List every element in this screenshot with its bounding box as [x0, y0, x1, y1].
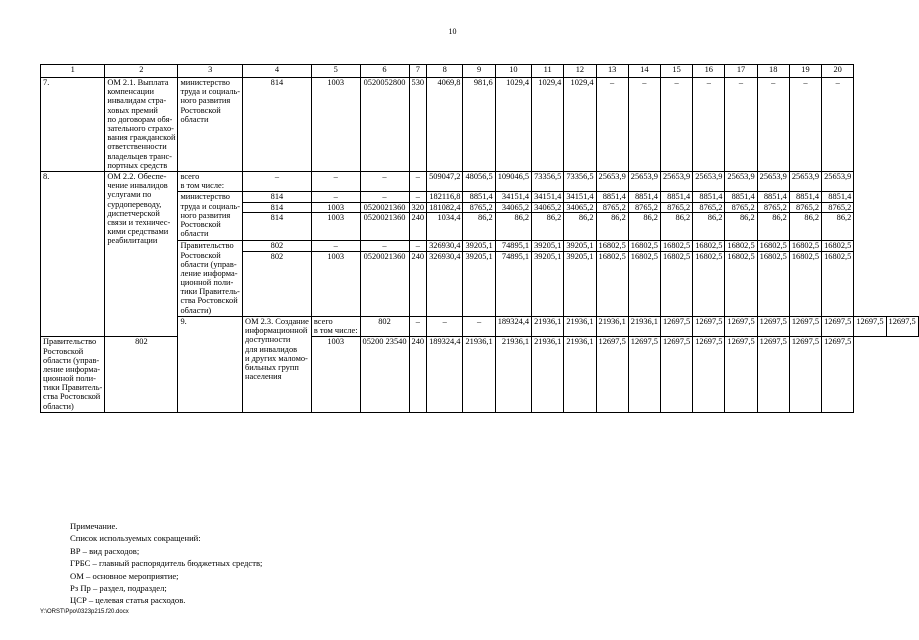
cell-line: труда и социаль-: [180, 87, 241, 97]
row-number: 9.: [178, 316, 243, 412]
column-header: 8: [427, 65, 463, 78]
column-header: 12: [564, 65, 596, 78]
value-cell: 74895,1: [495, 251, 531, 316]
notes-section: [70, 520, 262, 607]
vr-code-cell: –: [409, 241, 427, 251]
value-cell: 25653,9: [725, 172, 757, 192]
value-cell: 8765,2: [463, 202, 495, 212]
value-cell: 12697,5: [693, 337, 725, 413]
cell-line: всего: [180, 172, 200, 181]
value-cell: 34065,2: [564, 202, 596, 212]
value-cell: 1029,4: [532, 78, 564, 172]
value-cell: 326930,4: [427, 241, 463, 251]
cell-line: ответственности: [107, 142, 167, 152]
value-cell: 86,2: [495, 212, 531, 241]
vr-code-cell: 240: [409, 212, 427, 241]
executor-name: [178, 78, 243, 172]
vr-code-cell: –: [409, 172, 427, 192]
value-cell: 12697,5: [757, 337, 789, 413]
value-cell: 12697,5: [886, 316, 918, 336]
value-cell: 1029,4: [564, 78, 596, 172]
value-cell: 86,2: [789, 212, 821, 241]
value-cell: 86,2: [822, 212, 854, 241]
grbs-code-cell: 802: [105, 337, 178, 413]
value-cell: 25653,9: [693, 172, 725, 192]
executor-name: [41, 337, 105, 413]
grbs-code-cell: –: [243, 172, 312, 192]
value-cell: 8765,2: [660, 202, 692, 212]
file-path: Y:\ORST\Ppo\0323p215.f20.docx: [40, 609, 129, 615]
value-cell: 16802,5: [757, 251, 789, 316]
value-cell: 39205,1: [564, 241, 596, 251]
value-cell: 21936,1: [532, 316, 564, 336]
executor-total-label: [178, 172, 243, 192]
cell-line: доступности: [245, 335, 291, 345]
cell-line: владельцев транс-: [107, 151, 172, 161]
cell-line: и других маломо-: [245, 353, 308, 363]
cell-line: сурдопереводу,: [107, 199, 162, 209]
vr-code-cell: 240: [409, 251, 427, 316]
cell-line: бильных групп: [245, 362, 299, 372]
value-cell: 16802,5: [596, 251, 628, 316]
value-cell: 16802,5: [660, 251, 692, 316]
column-header: 15: [660, 65, 692, 78]
column-header: 20: [822, 65, 854, 78]
value-cell: 12697,5: [660, 316, 692, 336]
column-header: 16: [693, 65, 725, 78]
value-cell: 12697,5: [725, 337, 757, 413]
measure-name: [105, 172, 178, 337]
rzpr-code-cell: –: [311, 192, 360, 202]
value-cell: 8851,4: [628, 192, 660, 202]
value-cell: 189324,4: [495, 316, 531, 336]
value-cell: 8851,4: [596, 192, 628, 202]
value-cell: 8851,4: [693, 192, 725, 202]
value-cell: 12697,5: [725, 316, 757, 336]
cell-line: всего: [313, 316, 333, 326]
grbs-code-cell: 802: [360, 316, 409, 336]
cell-line: ОМ 2.3. Создание: [245, 316, 309, 326]
cell-line: портных средств: [107, 160, 168, 170]
cell-line: ление информа-: [43, 364, 101, 374]
value-cell: 8765,2: [725, 202, 757, 212]
value-cell: 39205,1: [532, 251, 564, 316]
cell-line: ционной поли-: [180, 278, 234, 288]
executor-name: [178, 241, 243, 317]
value-cell: 1029,4: [495, 78, 531, 172]
cell-line: населения: [245, 372, 282, 382]
cell-line: области (управ-: [180, 259, 237, 269]
column-header: 17: [725, 65, 757, 78]
value-cell: 16802,5: [789, 251, 821, 316]
value-cell: 21936,1: [564, 316, 596, 336]
vr-code-cell: 240: [409, 337, 427, 413]
notes-title: Примечание.: [70, 521, 118, 531]
value-cell: 21936,1: [596, 316, 628, 336]
cell-line: для инвалидов: [245, 344, 298, 354]
cell-line: министерство: [180, 78, 230, 87]
column-header: 10: [495, 65, 531, 78]
cell-line: тики Правитель-: [43, 383, 103, 393]
grbs-code-cell: 814: [243, 192, 312, 202]
value-cell: 8765,2: [693, 202, 725, 212]
cell-line: области: [180, 229, 209, 239]
value-cell: 16802,5: [757, 241, 789, 251]
cell-line: области (управ-: [43, 355, 100, 365]
csr-code-cell: –: [427, 316, 463, 336]
measure-name: [243, 316, 312, 412]
cell-line: ОМ 2.2. Обеспе-: [107, 172, 167, 181]
cell-line: министерство: [180, 192, 230, 202]
value-cell: 8851,4: [660, 192, 692, 202]
table-row: [41, 337, 919, 413]
value-cell: 8851,4: [822, 192, 854, 202]
csr-code-cell: 0520021360: [360, 212, 409, 241]
table-row: [41, 78, 919, 172]
value-cell: 39205,1: [463, 251, 495, 316]
value-cell: 34151,4: [495, 192, 531, 202]
value-cell: 16802,5: [789, 241, 821, 251]
csr-code-cell: 0520021360: [360, 202, 409, 212]
value-cell: 12697,5: [628, 337, 660, 413]
value-cell: 8765,2: [596, 202, 628, 212]
value-cell: 25653,9: [628, 172, 660, 192]
value-cell: 39205,1: [532, 241, 564, 251]
value-cell: 8851,4: [725, 192, 757, 202]
abbreviation-item: ВР – вид расходов;: [70, 545, 140, 556]
rzpr-code-cell: 1003: [311, 212, 360, 241]
value-cell: 21936,1: [628, 316, 660, 336]
cell-line: вания гражданской: [107, 133, 176, 143]
cell-line: зательного страхо-: [107, 123, 174, 133]
column-header: 18: [757, 65, 789, 78]
cell-line: Ростовской: [180, 219, 221, 229]
grbs-code-cell: 814: [243, 202, 312, 212]
value-cell: 1034,4: [427, 212, 463, 241]
value-cell: 16802,5: [660, 241, 692, 251]
cell-line: инвалидам стра-: [107, 96, 167, 106]
value-cell: 326930,4: [427, 251, 463, 316]
csr-code-cell: 0520052800: [360, 78, 409, 172]
cell-line: Ростовской: [180, 250, 221, 260]
value-cell: 12697,5: [693, 316, 725, 336]
abbreviation-item: Рз Пр – раздел, подраздел;: [70, 583, 167, 594]
value-cell: –: [757, 78, 789, 172]
rzpr-code-cell: 1003: [311, 251, 360, 316]
cell-line: тики Правитель-: [180, 287, 240, 297]
column-header: 1: [41, 65, 105, 78]
cell-line: ного развития: [180, 96, 231, 106]
cell-line: области: [180, 114, 209, 124]
cell-line: информационной: [245, 326, 308, 336]
value-cell: 12697,5: [789, 316, 821, 336]
abbreviations-title: Список используемых сокращений:: [70, 533, 201, 544]
value-cell: 25653,9: [789, 172, 821, 192]
cell-line: ховых премий: [107, 105, 158, 115]
value-cell: 12697,5: [854, 316, 886, 336]
grbs-code-cell: 802: [243, 251, 312, 316]
value-cell: 74895,1: [495, 241, 531, 251]
cell-line: связи и техничес-: [107, 217, 171, 227]
value-cell: 16802,5: [822, 241, 854, 251]
value-cell: –: [822, 78, 854, 172]
csr-code-cell: –: [360, 241, 409, 251]
value-cell: 86,2: [757, 212, 789, 241]
value-cell: 109046,5: [495, 172, 531, 192]
value-cell: 8765,2: [628, 202, 660, 212]
value-cell: 181082,4: [427, 202, 463, 212]
abbreviation-item: ЦСР – целевая статья расходов.: [70, 595, 186, 606]
value-cell: 86,2: [725, 212, 757, 241]
value-cell: 8851,4: [789, 192, 821, 202]
value-cell: 12697,5: [596, 337, 628, 413]
csr-code-cell: 05200 23540: [360, 337, 409, 413]
row-number: 7.: [41, 78, 105, 172]
rzpr-code-cell: –: [311, 241, 360, 251]
value-cell: 39205,1: [564, 251, 596, 316]
page-number: 10: [448, 27, 457, 36]
value-cell: 8765,2: [757, 202, 789, 212]
grbs-code-cell: 802: [243, 241, 312, 251]
value-cell: 8851,4: [463, 192, 495, 202]
vr-code-cell: –: [463, 316, 495, 336]
value-cell: –: [725, 78, 757, 172]
column-header: 4: [243, 65, 312, 78]
cell-line: диспетчерской: [107, 208, 160, 218]
table-row: [41, 65, 919, 78]
value-cell: 8765,2: [789, 202, 821, 212]
value-cell: 25653,9: [660, 172, 692, 192]
column-header: 5: [311, 65, 360, 78]
column-header: 11: [532, 65, 564, 78]
value-cell: 34151,4: [564, 192, 596, 202]
column-header: 7: [409, 65, 427, 78]
value-cell: 86,2: [564, 212, 596, 241]
vr-code-cell: 530: [409, 78, 427, 172]
value-cell: 8851,4: [757, 192, 789, 202]
cell-line: чение инвалидов: [107, 181, 168, 191]
value-cell: 86,2: [463, 212, 495, 241]
value-cell: 981,6: [463, 78, 495, 172]
value-cell: –: [660, 78, 692, 172]
value-cell: 12697,5: [822, 316, 854, 336]
cell-line: ление информа-: [180, 268, 238, 278]
cell-line: области): [180, 305, 212, 315]
rzpr-code-cell: 1003: [311, 78, 360, 172]
value-cell: –: [596, 78, 628, 172]
value-cell: 86,2: [660, 212, 692, 241]
abbreviation-item: ГРБС – главный распорядитель бюджетных средств;: [70, 558, 263, 569]
value-cell: 34065,2: [532, 202, 564, 212]
column-header: 19: [789, 65, 821, 78]
value-cell: 8765,2: [822, 202, 854, 212]
value-cell: 16802,5: [693, 241, 725, 251]
value-cell: 21936,1: [495, 337, 531, 413]
value-cell: 73356,5: [532, 172, 564, 192]
value-cell: 189324,4: [427, 337, 463, 413]
value-cell: –: [628, 78, 660, 172]
table-row: [41, 172, 919, 192]
measure-name: [105, 78, 178, 172]
value-cell: 16802,5: [822, 251, 854, 316]
value-cell: 16802,5: [725, 251, 757, 316]
cell-line: ОМ 2.1. Выплата: [107, 78, 169, 87]
cell-line: компенсации: [107, 87, 154, 97]
cell-line: Правительство: [43, 337, 97, 347]
grbs-code-cell: 814: [243, 212, 312, 241]
value-cell: 25653,9: [596, 172, 628, 192]
rzpr-code-cell: –: [311, 172, 360, 192]
cell-line: Ростовской: [43, 346, 84, 356]
column-header: 3: [178, 65, 243, 78]
value-cell: 16802,5: [725, 241, 757, 251]
value-cell: 34151,4: [532, 192, 564, 202]
cell-line: труда и социаль-: [180, 201, 241, 211]
cell-line: Правительство: [180, 241, 234, 251]
cell-line: в том числе:: [180, 181, 225, 191]
value-cell: 12697,5: [757, 316, 789, 336]
value-cell: 16802,5: [596, 241, 628, 251]
budget-table: [40, 64, 919, 413]
executor-total-label: [311, 316, 360, 336]
cell-line: в том числе:: [313, 326, 358, 336]
column-header: 2: [105, 65, 178, 78]
cell-line: ционной поли-: [43, 374, 96, 384]
csr-code-cell: –: [360, 192, 409, 202]
value-cell: 21936,1: [463, 337, 495, 413]
value-cell: 86,2: [628, 212, 660, 241]
cell-line: ного развития: [180, 210, 231, 220]
value-cell: 39205,1: [463, 241, 495, 251]
executor-name: [178, 192, 243, 241]
value-cell: 16802,5: [628, 251, 660, 316]
value-cell: 86,2: [532, 212, 564, 241]
csr-code-cell: –: [360, 172, 409, 192]
cell-line: ства Ростовской: [180, 296, 238, 306]
value-cell: 48056,5: [463, 172, 495, 192]
cell-line: услугами по: [107, 190, 152, 200]
value-cell: 12697,5: [789, 337, 821, 413]
rzpr-code-cell: 1003: [311, 337, 360, 413]
rzpr-code-cell: –: [409, 316, 427, 336]
cell-line: реабилитации: [107, 236, 158, 246]
rzpr-code-cell: 1003: [311, 202, 360, 212]
value-cell: 21936,1: [532, 337, 564, 413]
value-cell: 12697,5: [822, 337, 854, 413]
column-header: 14: [628, 65, 660, 78]
value-cell: 4069,8: [427, 78, 463, 172]
vr-code-cell: –: [409, 192, 427, 202]
value-cell: –: [789, 78, 821, 172]
vr-code-cell: 320: [409, 202, 427, 212]
value-cell: 25653,9: [822, 172, 854, 192]
value-cell: 16802,5: [693, 251, 725, 316]
grbs-code-cell: 814: [243, 78, 312, 172]
column-header: 13: [596, 65, 628, 78]
cell-line: ства Ростовской: [43, 392, 101, 402]
value-cell: 182116,8: [427, 192, 463, 202]
column-header: 9: [463, 65, 495, 78]
column-header: 6: [360, 65, 409, 78]
value-cell: 86,2: [693, 212, 725, 241]
row-number: 8.: [41, 172, 105, 337]
value-cell: –: [693, 78, 725, 172]
csr-code-cell: 0520021360: [360, 251, 409, 316]
cell-line: по договорам обя-: [107, 114, 173, 124]
value-cell: 509047,2: [427, 172, 463, 192]
value-cell: 86,2: [596, 212, 628, 241]
value-cell: 16802,5: [628, 241, 660, 251]
cell-line: области): [43, 401, 74, 411]
value-cell: 21936,1: [564, 337, 596, 413]
abbreviation-item: ОМ – основное мероприятие;: [70, 570, 179, 581]
value-cell: 12697,5: [660, 337, 692, 413]
cell-line: Ростовской: [180, 105, 221, 115]
cell-line: кими средствами: [107, 227, 169, 237]
value-cell: 73356,5: [564, 172, 596, 192]
value-cell: 25653,9: [757, 172, 789, 192]
value-cell: 34065,2: [495, 202, 531, 212]
